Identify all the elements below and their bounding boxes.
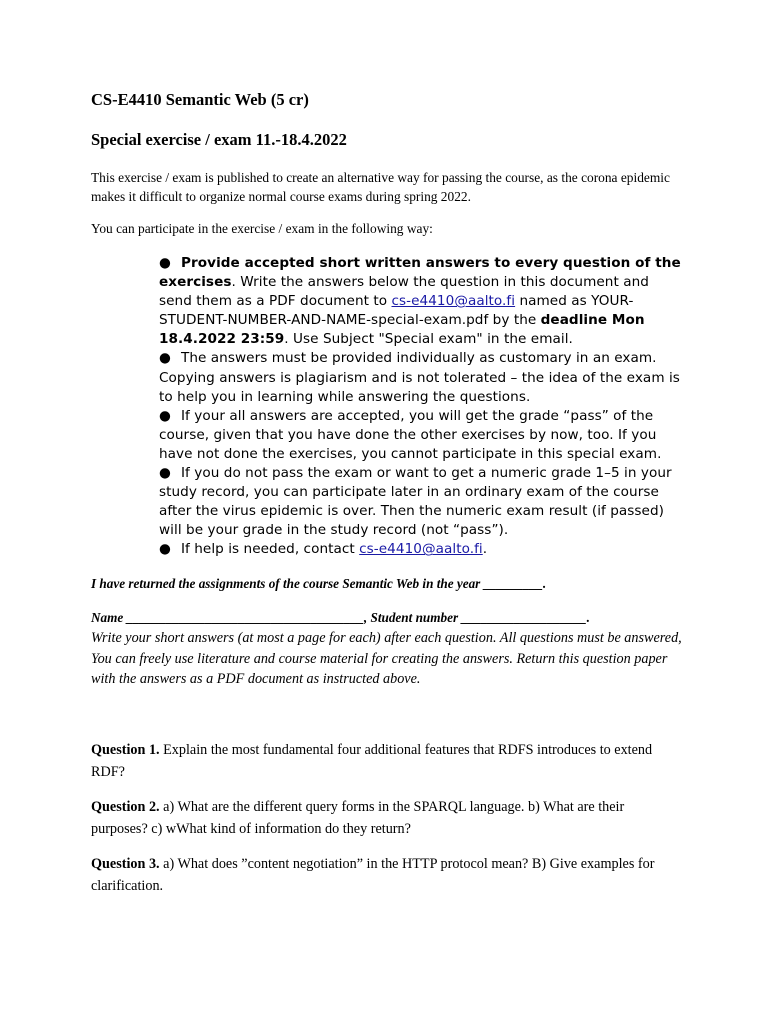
bullet-item-help [159, 540, 684, 559]
email-link[interactable]: cs-e4410@aalto.fi [359, 541, 483, 558]
bullet-icon: ● [159, 465, 171, 482]
question-3 [91, 854, 671, 897]
name-student-number-line: Name ____________________________________, Student number ___________________. [91, 610, 590, 625]
bullet-text: If help is needed, contact [181, 541, 360, 558]
participation-intro: You can participate in the exercise / exam in the following way: [91, 221, 433, 236]
question-1 [91, 740, 671, 783]
bullet-item-numeric-grade [159, 464, 684, 540]
deadline-text: deadline Mon 18.4.2022 23:59 [159, 312, 645, 348]
course-title: CS-E4410 Semantic Web (5 cr) [91, 90, 309, 109]
bullet-text: named as YOUR-STUDENT-NUMBER-AND-NAME-special-exam.pdf by the [159, 293, 634, 329]
bullet-icon: ● [159, 407, 171, 424]
returned-statement: I have returned the assignments of the course Semantic Web in the year _________. [91, 576, 547, 591]
exam-title: Special exercise / exam 11.-18.4.2022 [91, 130, 347, 149]
bullet-text: . [482, 541, 488, 558]
bullet-item-individual [159, 349, 684, 406]
bullet-icon: ● [159, 255, 171, 271]
bullet-item-grade [159, 407, 684, 464]
bullet-text: If you do not pass the exam or want to get a numeric grade 1–5 in your study record, you can participate later in an ordinary exam of the course after the virus epidemic is over. Then the numeric exam result (if passed) will be your grade in the study record (not “pass”). [159, 465, 672, 539]
answer-instructions: Write your short answers (at most a page for each) after each question. All questions must be answered, You can freely use literature and course material for creating the answers. Return this question paper with the answers as a PDF document as instructed above. [91, 630, 682, 687]
bullet-bold-text: Provide accepted short written answers to every question of the exercises [159, 255, 681, 291]
intro-paragraph: This exercise / exam is published to create an alternative way for passing the course, as the corona epidemic makes it difficult to organize normal course exams during spring 2022. [91, 170, 670, 204]
bullet-item-submission [159, 254, 684, 349]
bullet-text: . Use Subject "Special exam" in the email. [284, 331, 573, 348]
bullet-icon: ● [159, 541, 171, 558]
question-text: a) What does ”content negotiation” in the HTTP protocol mean? B) Give examples for clarification. [91, 856, 655, 894]
question-label: Question 1. [91, 742, 160, 758]
question-label: Question 3. [91, 856, 160, 872]
bullet-text: If your all answers are accepted, you will get the grade “pass” of the course, given that you have done the other exercises by now, too. If you have not done the exercises, you cannot participate in this special exam. [159, 407, 662, 462]
bullet-icon: ● [159, 350, 171, 367]
question-2 [91, 797, 671, 840]
bullet-text: . Write the answers below the question in this document and send them as a PDF document to [159, 274, 649, 310]
question-text: Explain the most fundamental four additional features that RDFS introduces to extend RDF? [91, 742, 653, 780]
bullet-text: The answers must be provided individually as customary in an exam. Copying answers is plagiarism and is not tolerated – the idea of the exam is to help you in learning while answering the questions. [159, 350, 680, 405]
question-label: Question 2. [91, 799, 160, 815]
email-link[interactable]: cs-e4410@aalto.fi [391, 293, 516, 310]
instruction-bullet-list [159, 254, 684, 560]
question-text: a) What are the different query forms in the SPARQL language. b) What are their purposes? c) wWhat kind of information do they return? [91, 799, 625, 837]
